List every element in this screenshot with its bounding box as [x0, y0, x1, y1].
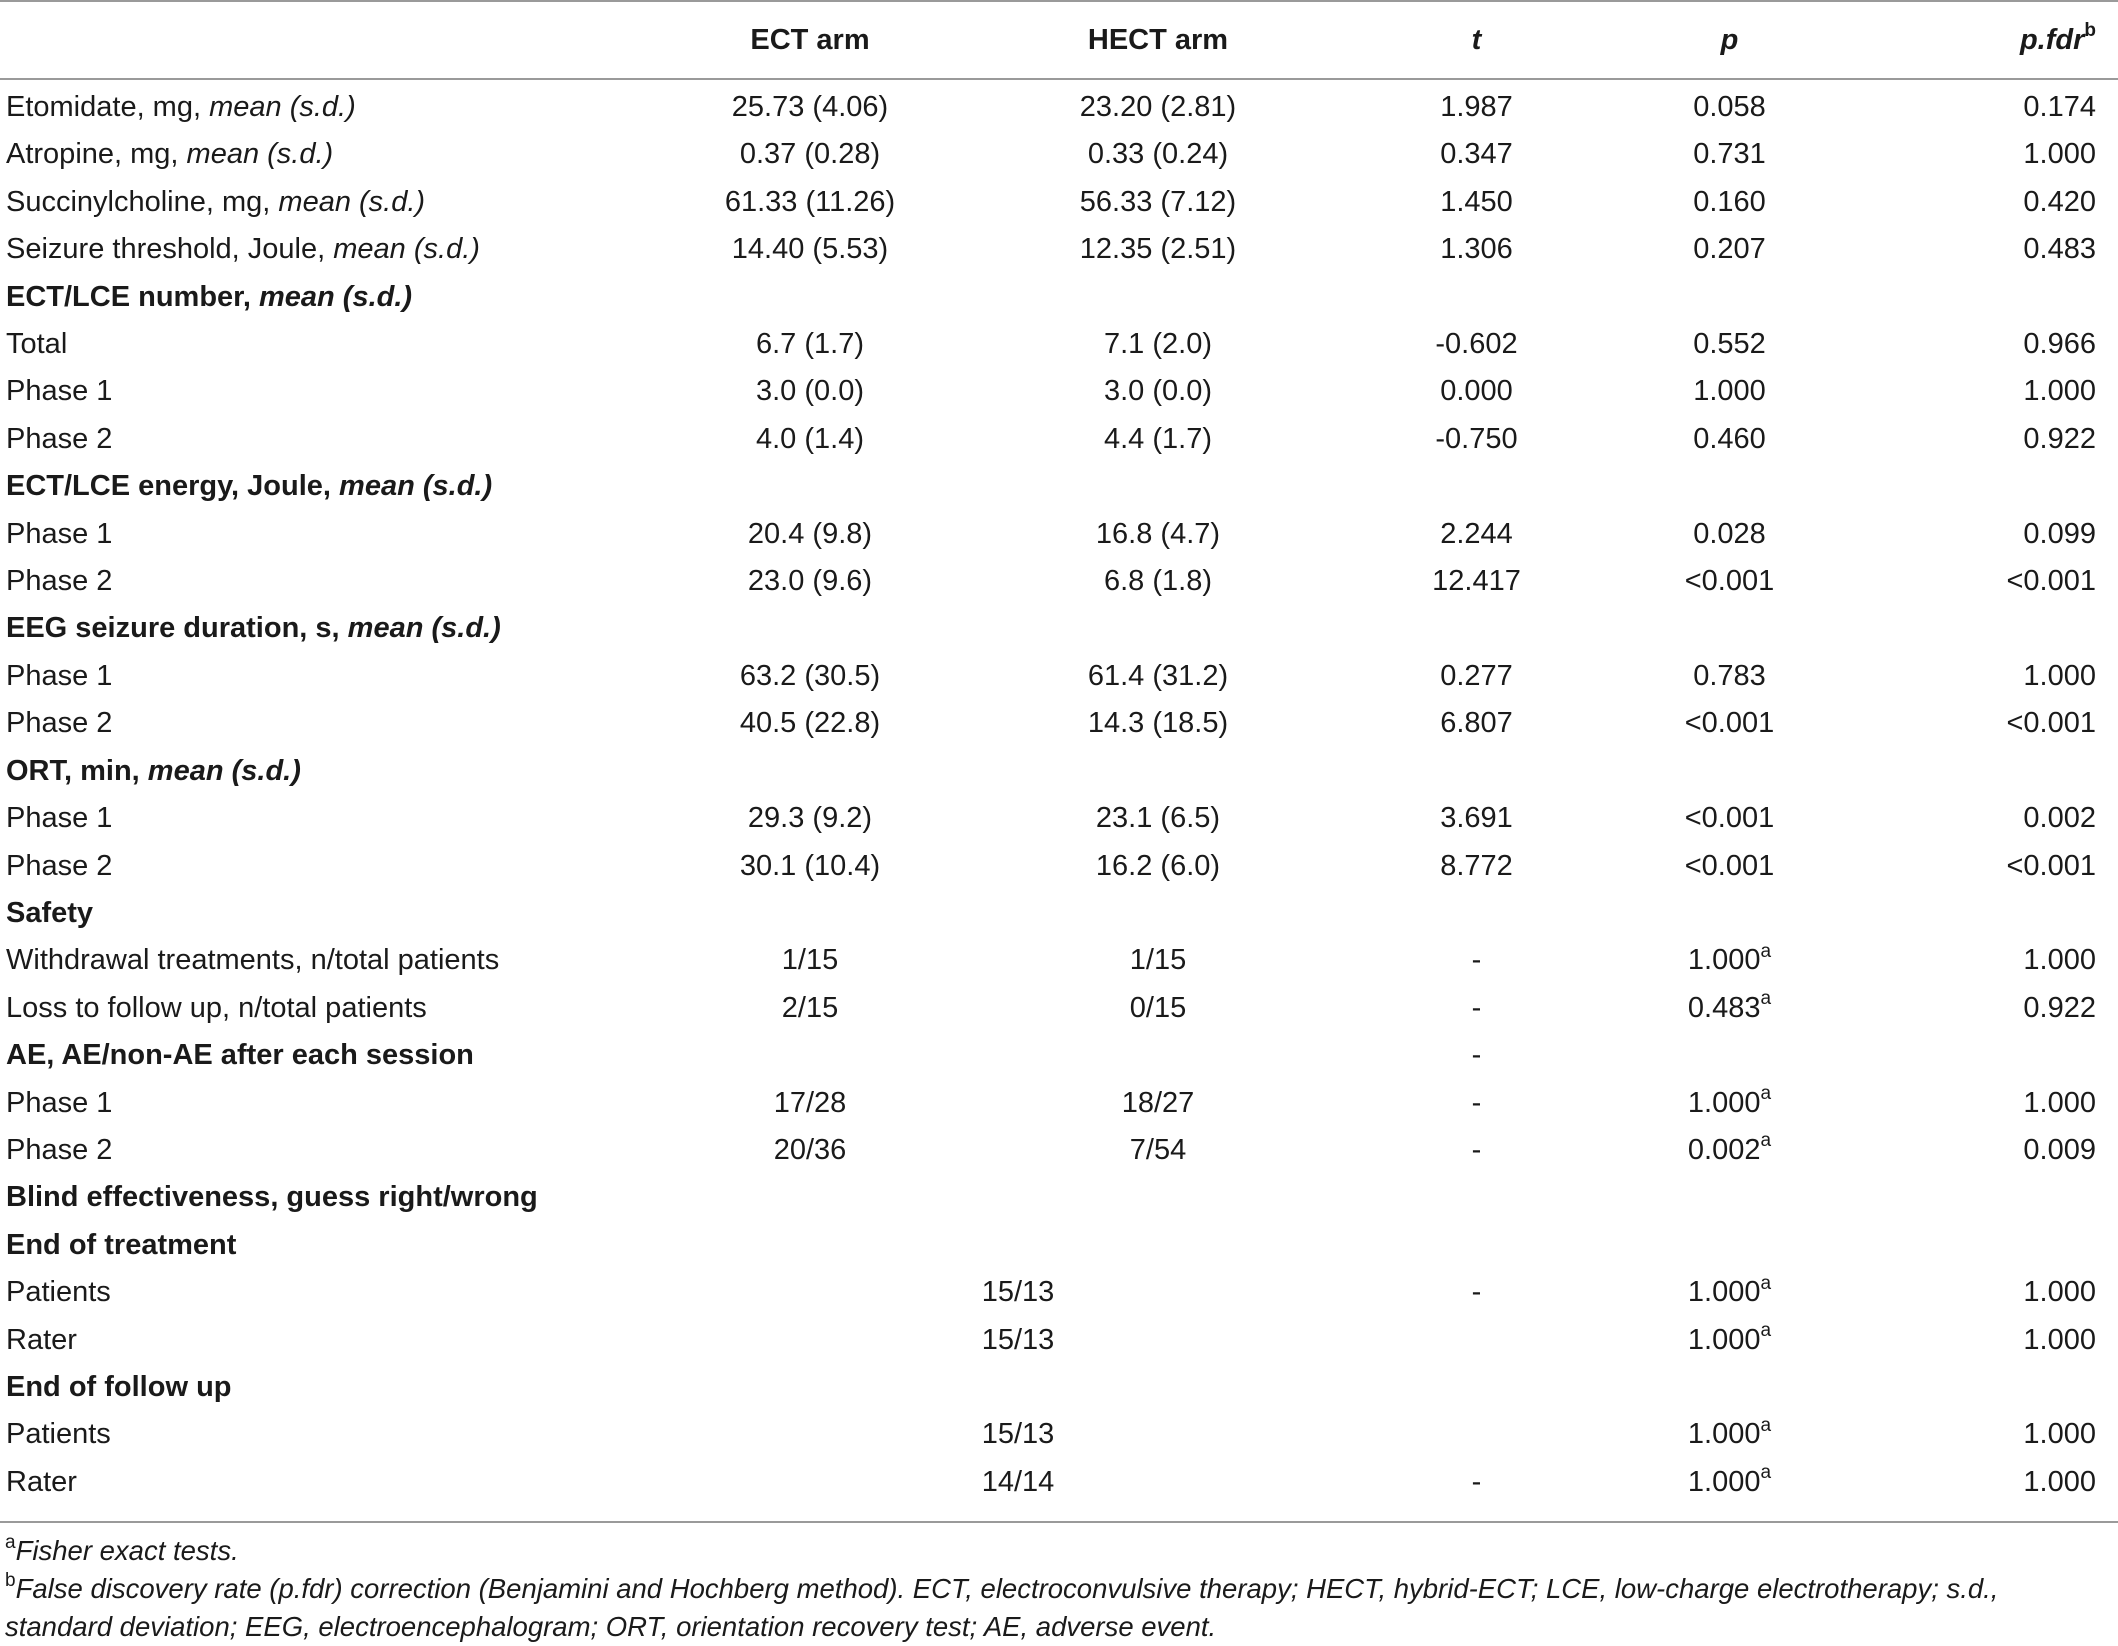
t-value: 8.772 [1440, 849, 1513, 882]
ect-value: 1/15 [781, 944, 839, 977]
table-row [0, 1127, 2118, 1174]
ect-value: 6.7 (1.7) [756, 328, 864, 361]
header-pfdr-label: p.fdr [2019, 24, 2085, 56]
table-row [0, 416, 2118, 463]
row-label-statistic: mean (s.d.) [209, 91, 356, 123]
table-row [0, 1459, 2118, 1506]
section-row [0, 1364, 2118, 1411]
row-label [0, 321, 670, 368]
t-value: - [1471, 944, 1482, 977]
table-row [0, 79, 2118, 131]
hect-value: 61.4 (31.2) [1087, 659, 1229, 692]
t-value: 1.987 [1440, 91, 1513, 123]
ect-value: 29.3 (9.2) [747, 802, 873, 835]
p-value [1587, 79, 1872, 131]
p-value-text: <0.001 [1684, 565, 1775, 598]
row-label-text: End of treatment [6, 1228, 237, 1261]
p-value [1587, 890, 1872, 937]
p-value-footnote-mark: a [1760, 1319, 1772, 1341]
row-label-text: Phase 2 [6, 1133, 113, 1166]
p-value-text: 0.552 [1693, 328, 1766, 361]
t-value: -0.602 [1435, 328, 1518, 361]
ect-value: 20/36 [773, 1133, 847, 1166]
hect-value: 14.3 (18.5) [1087, 707, 1229, 740]
p-value [1587, 321, 1872, 368]
hect-value: 4.4 (1.7) [1104, 422, 1212, 455]
ect-value: 4.0 (1.4) [756, 422, 864, 455]
ect-value: 3.0 (0.0) [756, 375, 864, 408]
p-value [1587, 463, 1872, 510]
header-hect-arm: HECT arm [950, 1, 1366, 79]
row-label [0, 558, 670, 605]
p-value-text: 0.731 [1693, 138, 1766, 171]
section-row [0, 274, 2118, 321]
pfdr-value [1872, 1222, 2118, 1269]
row-label [0, 843, 670, 890]
footnote-b-mark: b [5, 1569, 16, 1591]
p-value [1587, 1364, 1872, 1411]
t-value: - [1471, 991, 1482, 1024]
p-value-text: 0.028 [1693, 517, 1766, 550]
t-value [1366, 890, 1587, 937]
hect-value: 23.1 (6.5) [1095, 802, 1221, 835]
row-label-statistic: mean (s.d.) [347, 612, 501, 645]
section-row [0, 748, 2118, 795]
p-value-text: 1.000 [1693, 375, 1766, 408]
pfdr-value [1872, 463, 2118, 510]
pfdr-value [1872, 605, 2118, 652]
p-value [1587, 1080, 1872, 1127]
hect-value: 3.0 (0.0) [1104, 375, 1212, 408]
section-row [0, 605, 2118, 652]
t-value: - [1471, 1039, 1482, 1072]
pfdr-value: 0.099 [2023, 517, 2096, 550]
table-row [0, 511, 2118, 558]
table-row [0, 653, 2118, 700]
row-label [0, 131, 670, 178]
table-bottom-rule [0, 1521, 2118, 1523]
ect-value [670, 890, 950, 937]
hect-value: 0/15 [1129, 991, 1187, 1024]
hect-value: 1/15 [1129, 944, 1187, 977]
row-label [0, 226, 670, 273]
header-p: p [1587, 1, 1872, 79]
row-label [0, 368, 670, 415]
table-row [0, 700, 2118, 747]
p-value-text: 0.483 [1687, 991, 1761, 1024]
row-label [0, 416, 670, 463]
t-value: 0.000 [1440, 375, 1513, 408]
row-label-text: ECT/LCE energy, Joule, [6, 470, 340, 503]
p-value-footnote-mark: a [1760, 940, 1772, 962]
p-value-text: 0.160 [1693, 185, 1766, 218]
row-label-text: End of follow up [6, 1370, 232, 1403]
t-value [1366, 748, 1587, 795]
t-value [1366, 1364, 1587, 1411]
header-row [0, 1, 2118, 79]
table-row [0, 179, 2118, 226]
section-row [0, 890, 2118, 937]
p-value-footnote-mark: a [1760, 1082, 1772, 1104]
header-ect-arm: ECT arm [670, 1, 950, 79]
t-value: 0.277 [1440, 659, 1513, 692]
t-value: 2.244 [1440, 517, 1513, 550]
p-value [1587, 131, 1872, 178]
t-value: 1.450 [1440, 185, 1513, 218]
section-row [0, 463, 2118, 510]
pooled-value: 15/13 [981, 1323, 1055, 1356]
ect-value [670, 1222, 950, 1269]
pfdr-value: 0.966 [2023, 328, 2096, 361]
p-value-text: 1.000 [1687, 1086, 1761, 1119]
p-value-text: 0.002 [1687, 1133, 1761, 1166]
ect-value: 17/28 [773, 1086, 847, 1119]
p-value-footnote-mark: a [1760, 1272, 1772, 1294]
hect-value [950, 274, 1366, 321]
ect-value [670, 463, 950, 510]
p-value-text: 1.000 [1687, 1323, 1761, 1356]
table-row [0, 985, 2118, 1032]
row-label-statistic: mean (s.d.) [258, 280, 413, 313]
t-value: 0.347 [1440, 138, 1513, 171]
row-label-text: ECT/LCE number, [6, 280, 259, 313]
p-value [1587, 1317, 1872, 1364]
hect-value: 6.8 (1.8) [1104, 565, 1212, 598]
p-value-text: <0.001 [1684, 707, 1775, 740]
p-value [1587, 226, 1872, 273]
pfdr-value: <0.001 [2006, 565, 2096, 598]
p-value [1587, 416, 1872, 463]
p-value [1587, 1127, 1872, 1174]
pfdr-value: 1.000 [2023, 1323, 2096, 1356]
row-label-statistic: mean (s.d.) [278, 185, 426, 218]
t-value: 12.417 [1432, 565, 1521, 598]
row-label-text: Phase 1 [6, 659, 113, 692]
row-label-text: Seizure threshold, Joule, [6, 233, 334, 266]
table-row [0, 1411, 2118, 1458]
ect-value: 63.2 (30.5) [739, 659, 881, 692]
t-value [1366, 1222, 1587, 1269]
pfdr-value: 1.000 [2023, 659, 2096, 692]
row-label [0, 274, 670, 321]
p-value [1587, 511, 1872, 558]
row-label [0, 179, 670, 226]
row-label [0, 1364, 670, 1411]
row-label [0, 463, 670, 510]
pfdr-value: 0.174 [2023, 91, 2096, 123]
pfdr-value [1872, 1174, 2118, 1221]
pfdr-value: 0.922 [2023, 422, 2096, 455]
row-label [0, 985, 670, 1032]
ect-value [670, 1032, 950, 1079]
row-label-statistic: mean (s.d.) [339, 470, 493, 503]
row-label [0, 1222, 670, 1269]
table-row [0, 937, 2118, 984]
row-label-text: Phase 1 [6, 802, 113, 835]
row-label [0, 795, 670, 842]
row-label-text: Blind effectiveness, guess right/wrong [6, 1181, 538, 1214]
p-value-text: 0.460 [1693, 422, 1766, 455]
hect-value: 56.33 (7.12) [1079, 185, 1237, 218]
row-label-text: Phase 1 [6, 375, 113, 408]
pfdr-value: 1.000 [2023, 138, 2096, 171]
table-row [0, 131, 2118, 178]
p-value [1587, 1222, 1872, 1269]
row-label [0, 937, 670, 984]
p-value [1587, 843, 1872, 890]
table-row [0, 1269, 2118, 1316]
table-row [0, 226, 2118, 273]
row-label [0, 511, 670, 558]
p-value-text: 1.000 [1687, 944, 1761, 977]
pooled-value: 14/14 [981, 1465, 1055, 1498]
row-label-text: ORT, min, [6, 754, 148, 787]
ect-value [670, 1174, 950, 1221]
table-row [0, 1317, 2118, 1364]
ect-value [670, 748, 950, 795]
row-label [0, 1411, 670, 1458]
p-value [1587, 1174, 1872, 1221]
pfdr-value [1872, 748, 2118, 795]
row-label-statistic: mean (s.d.) [147, 754, 301, 787]
row-label [0, 1032, 670, 1079]
row-label [0, 748, 670, 795]
hect-value: 16.8 (4.7) [1095, 517, 1221, 550]
t-value: - [1471, 1086, 1482, 1119]
ect-value: 2/15 [781, 991, 839, 1024]
header-pfdr-footnote-mark: b [2084, 20, 2096, 42]
row-label [0, 653, 670, 700]
hect-value: 12.35 (2.51) [1079, 233, 1237, 266]
ect-value: 61.33 (11.26) [724, 185, 896, 218]
row-label [0, 1174, 670, 1221]
row-label-text: Withdrawal treatments, n/total patients [6, 944, 500, 977]
row-label [0, 1459, 670, 1506]
row-label-text: Etomidate, mg, [6, 91, 210, 123]
p-value [1587, 368, 1872, 415]
row-label-text: Phase 2 [6, 849, 113, 882]
p-value [1587, 1411, 1872, 1458]
pfdr-value: 0.420 [2023, 185, 2096, 218]
hect-value: 23.20 (2.81) [1079, 91, 1237, 123]
pfdr-value: 1.000 [2023, 944, 2096, 977]
p-value-text: 1.000 [1687, 1418, 1761, 1451]
row-label-text: AE, AE/non-AE after each session [6, 1039, 474, 1072]
t-value [1366, 274, 1587, 321]
header-pfdr [1872, 1, 2118, 79]
p-value-text: 0.207 [1693, 233, 1766, 266]
hect-value [950, 1174, 1366, 1221]
row-label-text: Patients [6, 1276, 111, 1309]
p-value [1587, 1032, 1872, 1079]
p-value [1587, 748, 1872, 795]
hect-value [950, 748, 1366, 795]
p-value-footnote-mark: a [1760, 1130, 1772, 1152]
t-value: 6.807 [1440, 707, 1513, 740]
p-value [1587, 179, 1872, 226]
pfdr-value: 1.000 [2023, 1276, 2096, 1309]
row-label-text: Patients [6, 1418, 111, 1451]
p-value-text: 0.783 [1693, 659, 1766, 692]
p-value-text: 0.058 [1693, 91, 1766, 123]
table-row [0, 795, 2118, 842]
row-label-statistic: mean (s.d.) [186, 138, 334, 171]
t-value: - [1471, 1133, 1482, 1166]
t-value: -0.750 [1435, 422, 1518, 455]
p-value [1587, 653, 1872, 700]
table-row [0, 558, 2118, 605]
row-label-text: Loss to follow up, n/total patients [6, 991, 427, 1024]
pfdr-value: 1.000 [2023, 1086, 2096, 1119]
ect-value: 30.1 (10.4) [739, 849, 881, 882]
header-label-cell [0, 1, 670, 79]
header-t: t [1366, 1, 1587, 79]
pooled-value: 15/13 [981, 1418, 1055, 1451]
p-value-text: <0.001 [1684, 802, 1775, 835]
p-value-text: <0.001 [1684, 849, 1775, 882]
footnote-b [5, 1570, 2110, 1646]
t-value [1366, 1317, 1587, 1364]
table-row [0, 843, 2118, 890]
p-value [1587, 558, 1872, 605]
pfdr-value [1872, 890, 2118, 937]
hect-value [950, 605, 1366, 652]
hect-value: 16.2 (6.0) [1095, 849, 1221, 882]
ect-value [670, 1364, 950, 1411]
section-row [0, 1032, 2118, 1079]
t-value: - [1471, 1465, 1482, 1498]
row-label-text: Succinylcholine, mg, [6, 185, 279, 218]
row-label-text: Phase 2 [6, 707, 113, 740]
row-label [0, 1317, 670, 1364]
t-value [1366, 605, 1587, 652]
row-label-text: Rater [6, 1465, 77, 1498]
pfdr-value: 0.009 [2023, 1133, 2096, 1166]
row-label-statistic: mean (s.d.) [333, 233, 480, 266]
row-label [0, 79, 670, 131]
hect-value: 18/27 [1121, 1086, 1195, 1119]
hect-value [950, 1032, 1366, 1079]
p-value-footnote-mark: a [1760, 1462, 1772, 1484]
pooled-value: 15/13 [981, 1276, 1055, 1309]
footnotes [5, 1532, 2110, 1646]
row-label-text: Total [6, 328, 68, 361]
footnote-a-mark: a [5, 1531, 16, 1553]
pfdr-value [1872, 274, 2118, 321]
row-label [0, 1127, 670, 1174]
pfdr-value: 0.002 [2023, 802, 2096, 835]
hect-value: 7/54 [1129, 1133, 1187, 1166]
p-value [1587, 937, 1872, 984]
t-value: 1.306 [1440, 233, 1513, 266]
pfdr-value [1872, 1032, 2118, 1079]
section-row [0, 1174, 2118, 1221]
footnote-b-text: False discovery rate (p.fdr) correction (Benjamini and Hochberg method). ECT, electroconvulsive therapy; HECT, hybrid-ECT; LCE, low-charge electrotherapy; s.d., standard deviation; EEG, electroencephalogram; ORT, orientation recovery test; AE, adverse event. [5, 1573, 1999, 1642]
table-row [0, 368, 2118, 415]
p-value-text: 1.000 [1687, 1465, 1761, 1498]
hect-value [950, 1364, 1366, 1411]
pfdr-value [1872, 1364, 2118, 1411]
hect-value [950, 1222, 1366, 1269]
pfdr-value: 1.000 [2023, 1465, 2096, 1498]
p-value-footnote-mark: a [1760, 988, 1772, 1010]
t-value: 3.691 [1440, 802, 1513, 835]
t-value: - [1471, 1276, 1482, 1309]
hect-value [950, 890, 1366, 937]
t-value [1366, 1411, 1587, 1458]
ect-value [670, 605, 950, 652]
p-value [1587, 1269, 1872, 1316]
row-label [0, 700, 670, 747]
row-label [0, 1269, 670, 1316]
t-value [1366, 1174, 1587, 1221]
row-label-text: Rater [6, 1323, 77, 1356]
row-label-text: Phase 2 [6, 422, 113, 455]
ect-value: 14.40 (5.53) [731, 233, 889, 266]
footnote-a-text: Fisher exact tests. [15, 1535, 239, 1566]
table-row [0, 321, 2118, 368]
row-label-text: Phase 1 [6, 1086, 113, 1119]
p-value [1587, 700, 1872, 747]
p-value [1587, 274, 1872, 321]
ect-value: 23.0 (9.6) [747, 565, 873, 598]
row-label [0, 890, 670, 937]
pfdr-value: 0.922 [2023, 991, 2096, 1024]
p-value-text: 1.000 [1687, 1276, 1761, 1309]
pfdr-value: 1.000 [2023, 375, 2096, 408]
pfdr-value: <0.001 [2006, 707, 2096, 740]
hect-value: 7.1 (2.0) [1104, 328, 1212, 361]
p-value [1587, 795, 1872, 842]
hect-value: 0.33 (0.24) [1087, 138, 1229, 171]
pfdr-value: 0.483 [2023, 233, 2096, 266]
row-label [0, 605, 670, 652]
ect-value [670, 274, 950, 321]
row-label-text: Phase 2 [6, 565, 113, 598]
t-value [1366, 463, 1587, 510]
p-value-footnote-mark: a [1760, 1414, 1772, 1436]
row-label-text: Atropine, mg, [6, 138, 187, 171]
row-label [0, 1080, 670, 1127]
ect-value: 20.4 (9.8) [747, 517, 873, 550]
ect-value: 0.37 (0.28) [739, 138, 881, 171]
pfdr-value: <0.001 [2006, 849, 2096, 882]
ect-value: 25.73 (4.06) [731, 91, 889, 123]
section-row [0, 1222, 2118, 1269]
pfdr-value: 1.000 [2023, 1418, 2096, 1451]
p-value [1587, 1459, 1872, 1506]
row-label-text: EEG seizure duration, s, [6, 612, 348, 645]
table-row [0, 1080, 2118, 1127]
p-value [1587, 605, 1872, 652]
row-label-text: Safety [6, 896, 94, 929]
footnote-a [5, 1532, 2110, 1570]
hect-value [950, 463, 1366, 510]
ect-value: 40.5 (22.8) [739, 707, 881, 740]
results-table-body [0, 79, 2118, 1506]
p-value [1587, 985, 1872, 1032]
row-label-text: Phase 1 [6, 517, 113, 550]
